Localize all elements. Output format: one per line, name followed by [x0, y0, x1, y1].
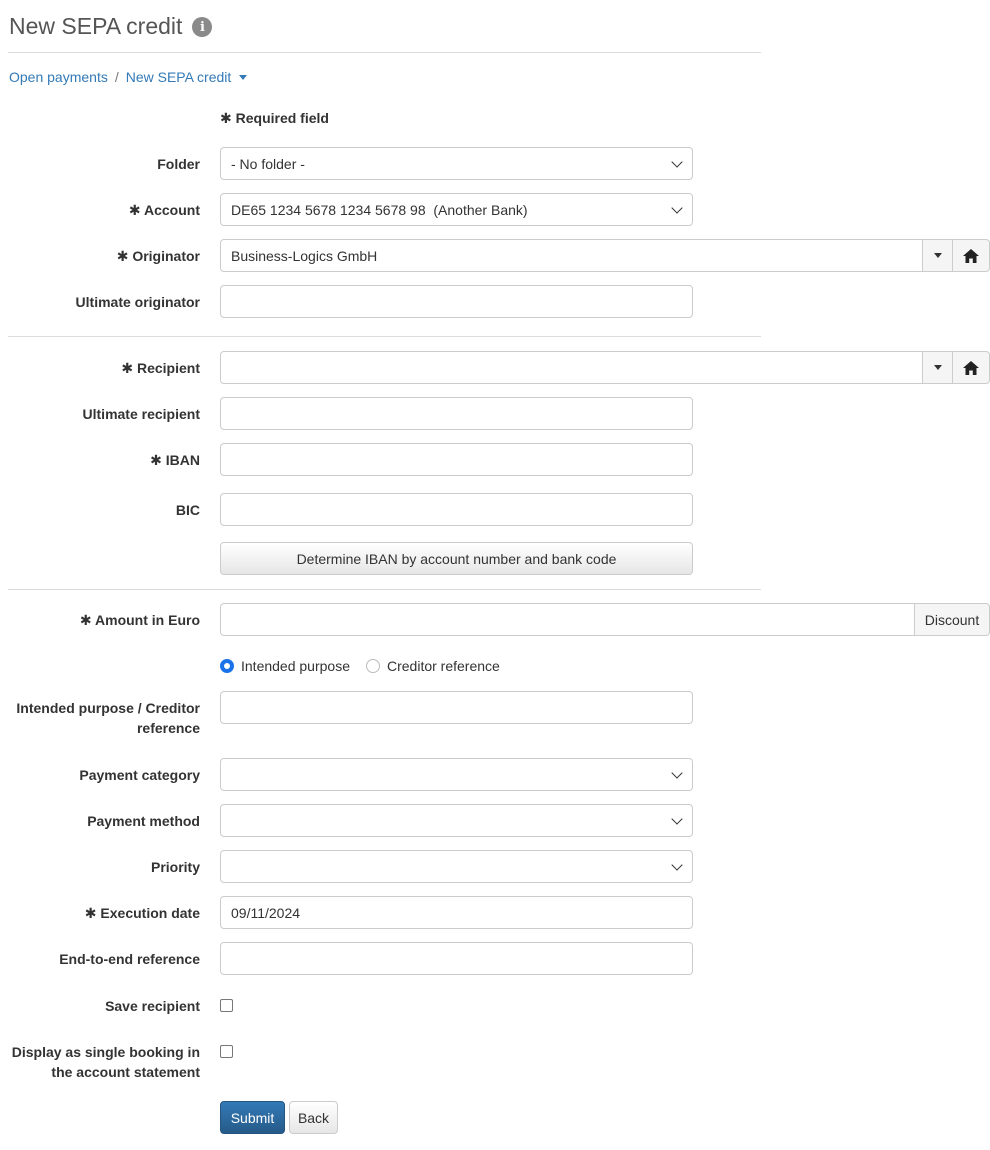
single-booking-label-line1: Display as single booking in [11, 1044, 200, 1060]
payment-category-select[interactable] [220, 758, 693, 791]
radio-unselected-icon [366, 659, 380, 673]
caret-down-icon[interactable] [239, 75, 247, 80]
folder-value: - No folder - [231, 155, 305, 172]
determine-iban-button[interactable]: Determine IBAN by account number and bank code [220, 542, 693, 575]
recipient-home-button[interactable] [953, 351, 990, 384]
recipient-input[interactable] [220, 351, 923, 384]
end-to-end-input[interactable] [220, 942, 693, 975]
divider [8, 52, 761, 53]
save-recipient-label: Save recipient [105, 998, 200, 1014]
execution-date-label: ✱ Execution date [84, 905, 200, 921]
discount-button[interactable]: Discount [915, 603, 990, 636]
execution-date-value: 09/11/2024 [231, 904, 301, 921]
single-booking-label-line2: the account statement [51, 1064, 200, 1080]
folder-label: Folder [157, 156, 200, 172]
iban-label: ✱ IBAN [150, 452, 200, 468]
payment-method-label: Payment method [87, 813, 200, 829]
single-booking-checkbox[interactable] [220, 1045, 233, 1058]
purpose-text-label [16, 698, 200, 738]
page-title: New SEPA credit [9, 12, 183, 39]
radio-creditor-reference[interactable] [366, 658, 500, 674]
breadcrumb-new-sepa-credit[interactable]: New SEPA credit [125, 69, 232, 85]
payment-method-select[interactable] [220, 804, 693, 837]
save-recipient-checkbox[interactable] [220, 999, 233, 1012]
originator-group [220, 239, 990, 272]
execution-date-input[interactable] [220, 896, 693, 929]
radio-intended-purpose[interactable] [220, 658, 350, 674]
bic-label: BIC [175, 502, 200, 518]
originator-value: Business-Logics GmbH [231, 247, 378, 264]
info-icon[interactable]: i [192, 17, 212, 37]
amount-group [220, 603, 990, 636]
page-title-row [9, 10, 212, 42]
breadcrumb-separator: / [114, 69, 119, 85]
breadcrumb-open-payments[interactable]: Open payments [9, 69, 108, 85]
divider [8, 589, 761, 590]
required-note: ✱ Required field [220, 110, 329, 126]
ultimate-recipient-label: Ultimate recipient [82, 406, 200, 422]
payment-category-label: Payment category [79, 767, 200, 783]
breadcrumb [9, 68, 247, 86]
amount-input[interactable] [220, 603, 915, 636]
submit-button[interactable]: Submit [220, 1101, 285, 1134]
divider [8, 336, 761, 337]
end-to-end-label: End-to-end reference [59, 951, 200, 967]
originator-input[interactable] [220, 239, 923, 272]
home-icon [963, 361, 979, 375]
recipient-dropdown-button[interactable] [923, 351, 953, 384]
recipient-group [220, 351, 990, 384]
account-select[interactable] [220, 193, 693, 226]
radio-creditor-reference-label: Creditor reference [386, 658, 500, 674]
bic-input[interactable] [220, 493, 693, 526]
iban-input[interactable] [220, 443, 693, 476]
originator-home-button[interactable] [953, 239, 990, 272]
originator-label: ✱ Originator [116, 248, 200, 264]
caret-down-icon [934, 253, 942, 258]
radio-selected-icon [220, 659, 234, 673]
amount-label: ✱ Amount in Euro [79, 612, 200, 628]
recipient-label: ✱ Recipient [121, 360, 200, 376]
back-button[interactable]: Back [289, 1101, 338, 1134]
home-icon [963, 249, 979, 263]
folder-select[interactable] [220, 147, 693, 180]
purpose-text-input[interactable] [220, 691, 693, 724]
purpose-text-label-line1: Intended purpose / Creditor [16, 700, 200, 716]
ultimate-originator-input[interactable] [220, 285, 693, 318]
caret-down-icon [934, 365, 942, 370]
account-label: ✱ Account [128, 202, 200, 218]
originator-dropdown-button[interactable] [923, 239, 953, 272]
ultimate-recipient-input[interactable] [220, 397, 693, 430]
purpose-type-radio-group [220, 656, 516, 676]
radio-intended-purpose-label: Intended purpose [241, 658, 350, 674]
ultimate-originator-label: Ultimate originator [75, 294, 200, 310]
single-booking-label [12, 1042, 200, 1082]
priority-select[interactable] [220, 850, 693, 883]
priority-label: Priority [150, 859, 200, 875]
purpose-text-label-line2: reference [136, 720, 200, 736]
account-value: DE65 1234 5678 1234 5678 98 (Another Bank) [231, 201, 528, 218]
